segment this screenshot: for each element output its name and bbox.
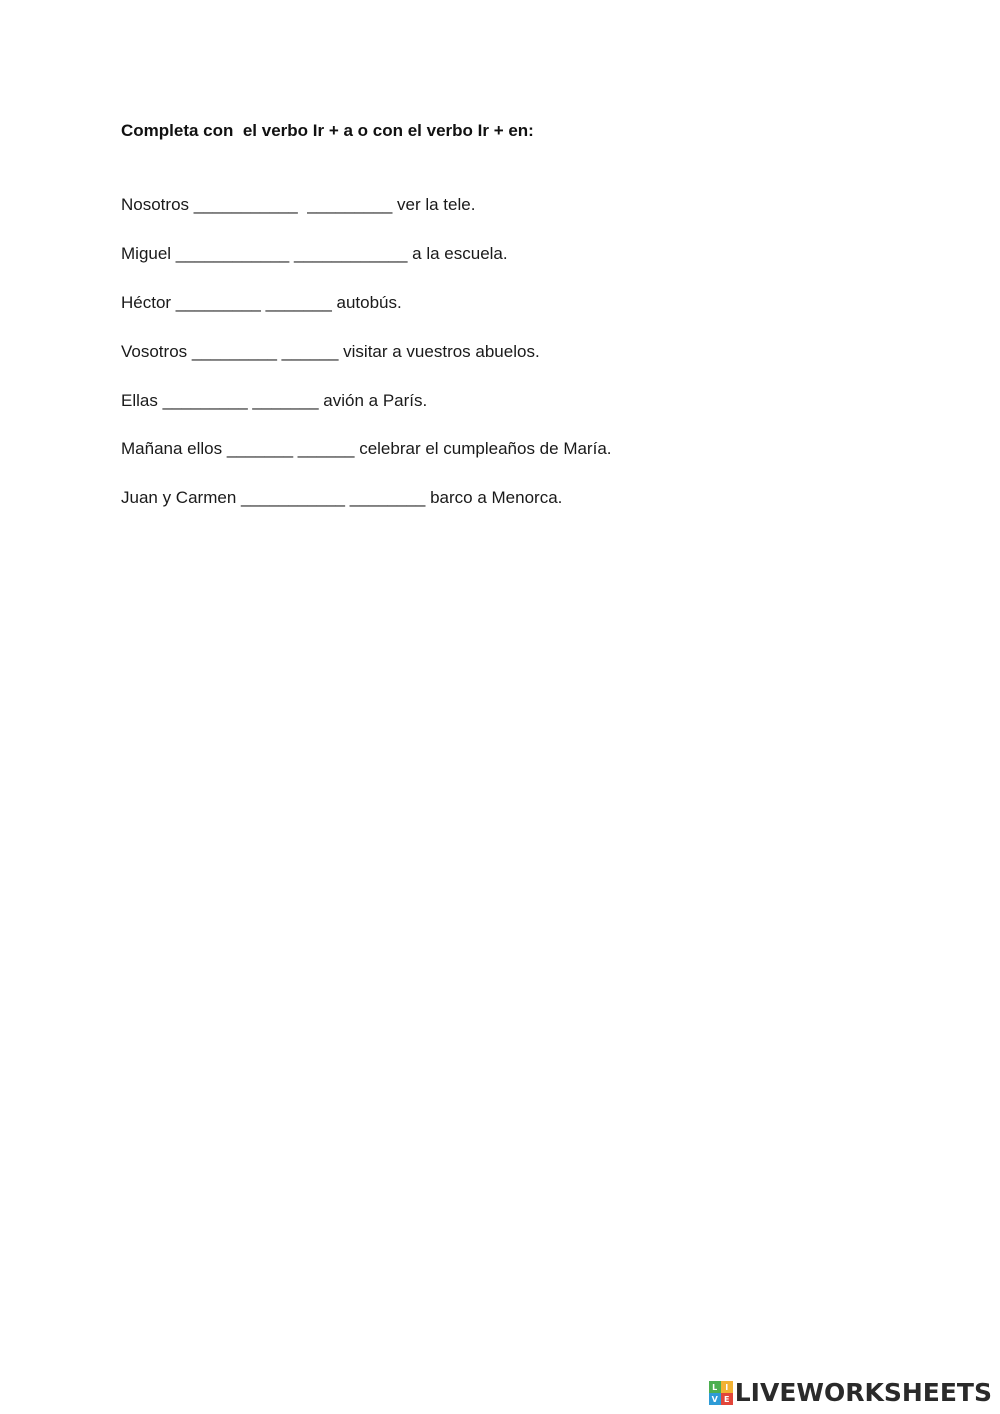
exercise-line: Juan y Carmen ___________ ________ barco a Menorca. xyxy=(121,488,563,507)
liveworksheets-logo xyxy=(709,1378,992,1408)
exercise-line: Miguel ____________ ____________ a la escuela. xyxy=(121,244,508,263)
exercise-line: Héctor _________ _______ autobús. xyxy=(121,293,402,312)
worksheet-title: Completa con el verbo Ir + a o con el verbo Ir + en: xyxy=(121,121,534,140)
liveworksheets-wordmark: LIVEWORKSHEETS xyxy=(734,1378,992,1407)
exercise-line: Mañana ellos _______ ______ celebrar el cumpleaños de María. xyxy=(121,439,612,458)
exercise-line: Vosotros _________ ______ visitar a vuestros abuelos. xyxy=(121,342,540,361)
logo-square-v: V xyxy=(709,1393,721,1405)
exercise-line: Ellas _________ _______ avión a París. xyxy=(121,391,428,410)
logo-square-l: L xyxy=(709,1381,721,1393)
logo-square-e: E xyxy=(721,1393,733,1405)
liveworksheets-logo-icon xyxy=(709,1381,733,1405)
exercise-line: Nosotros ___________ _________ ver la tele. xyxy=(121,195,476,214)
logo-square-i: I xyxy=(721,1381,733,1393)
